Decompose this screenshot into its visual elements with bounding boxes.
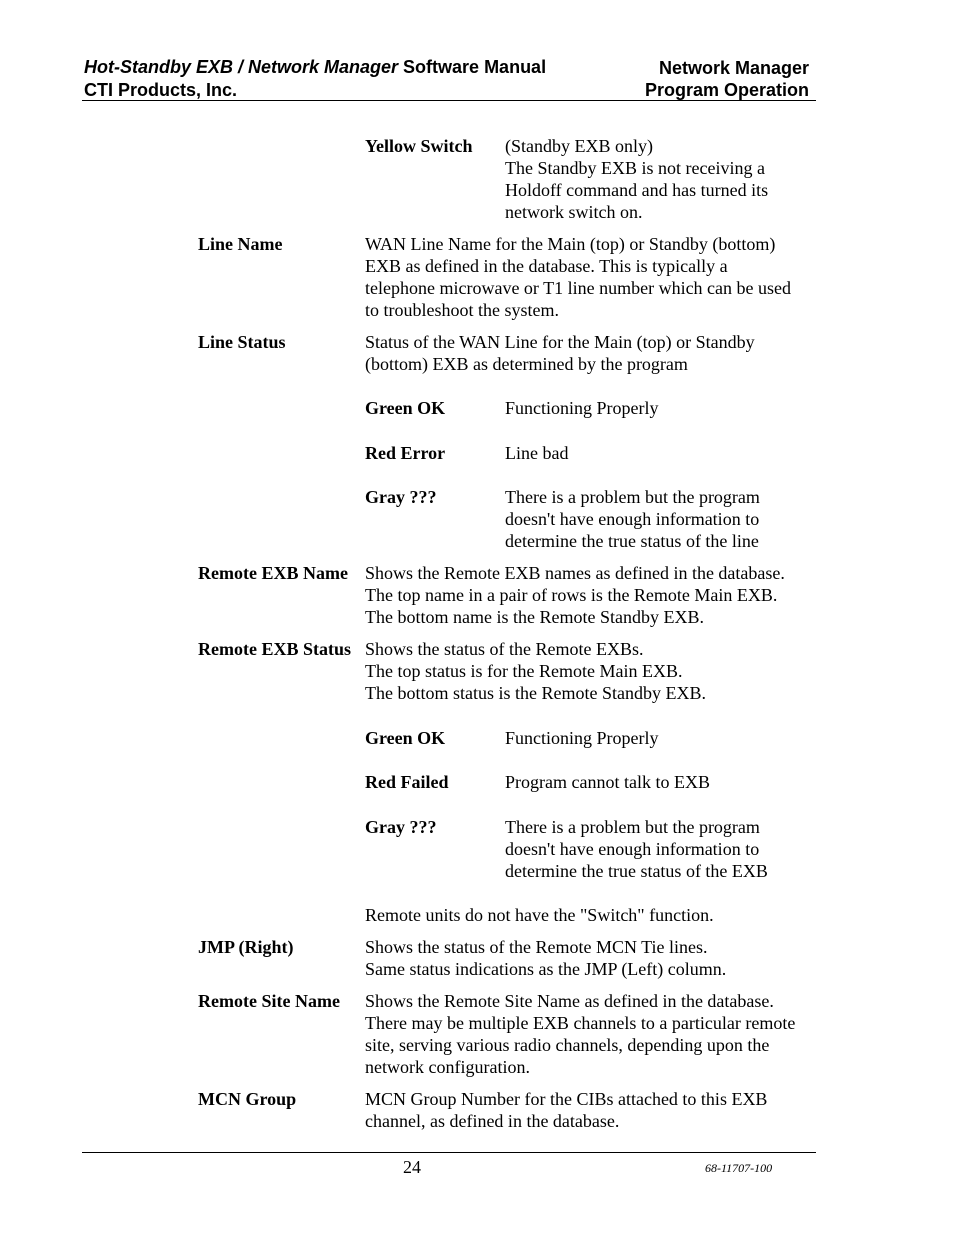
state-desc-line: determine the true status of the EXB bbox=[505, 861, 768, 881]
definition-line: Shows the status of the Remote MCN Tie lines. bbox=[365, 937, 708, 957]
subsection-title: Program Operation bbox=[644, 80, 809, 100]
state-desc-line: There is a problem but the program bbox=[505, 487, 760, 507]
state-desc-line: Functioning Properly bbox=[505, 398, 659, 418]
definition-line: WAN Line Name for the Main (top) or Standby (bottom) bbox=[365, 234, 776, 254]
state-desc-line: The Standby EXB is not receiving a bbox=[505, 158, 765, 178]
state-desc-line: Holdoff command and has turned its bbox=[505, 180, 769, 200]
state-label-red-failed: Red Failed bbox=[365, 772, 449, 792]
definition-line: The bottom status is the Remote Standby EXB. bbox=[365, 683, 706, 703]
manual-title bbox=[84, 56, 546, 78]
term-remote-exb-status: Remote EXB Status bbox=[198, 639, 351, 659]
state-desc-line: doesn't have enough information to bbox=[505, 839, 760, 859]
definition-line: network configuration. bbox=[365, 1057, 530, 1077]
term-line-status: Line Status bbox=[198, 332, 286, 352]
definition-line: telephone microwave or T1 line number which can be used bbox=[365, 278, 792, 298]
state-desc-line: Program cannot talk to EXB bbox=[505, 772, 710, 792]
definition-line: to troubleshoot the system. bbox=[365, 300, 559, 320]
state-desc-line: (Standby EXB only) bbox=[505, 136, 653, 156]
definition-line: Status of the WAN Line for the Main (top) or Standby bbox=[365, 332, 755, 352]
state-desc-line: determine the true status of the line bbox=[505, 531, 759, 551]
definition-line: Shows the status of the Remote EXBs. bbox=[365, 639, 644, 659]
header-rule bbox=[82, 100, 816, 101]
state-label-red-error: Red Error bbox=[365, 443, 446, 463]
state-desc-line: Functioning Properly bbox=[505, 728, 659, 748]
definition-line: EXB as defined in the database. This is typically a bbox=[365, 256, 728, 276]
manual-title-rest: Software Manual bbox=[398, 57, 547, 77]
document-number: 68-11707-100 bbox=[705, 1161, 773, 1175]
state-desc-line: network switch on. bbox=[505, 202, 643, 222]
definition-line: Same status indications as the JMP (Left) column. bbox=[365, 959, 727, 979]
term-mcn-group: MCN Group bbox=[198, 1089, 297, 1109]
term-jmp-right: JMP (Right) bbox=[198, 937, 294, 957]
state-label-green-ok: Green OK bbox=[365, 398, 446, 418]
section-title: Network Manager bbox=[658, 58, 809, 78]
definition-line: The top name in a pair of rows is the Remote Main EXB. bbox=[365, 585, 778, 605]
term-remote-site-name: Remote Site Name bbox=[198, 991, 340, 1011]
manual-title-italic: Hot-Standby EXB / Network Manager bbox=[84, 57, 399, 77]
state-label-gray-unknown: Gray ??? bbox=[365, 487, 437, 507]
term-remote-exb-name: Remote EXB Name bbox=[198, 563, 348, 583]
definition-line: MCN Group Number for the CIBs attached to this EXB bbox=[365, 1089, 768, 1109]
definition-line: channel, as defined in the database. bbox=[365, 1111, 620, 1131]
term-line-name: Line Name bbox=[198, 234, 283, 254]
state-label-gray-unknown: Gray ??? bbox=[365, 817, 437, 837]
definition-line: The top status is for the Remote Main EXB. bbox=[365, 661, 683, 681]
definition-line: There may be multiple EXB channels to a particular remote bbox=[365, 1013, 796, 1033]
state-label-green-ok: Green OK bbox=[365, 728, 446, 748]
state-desc-line: There is a problem but the program bbox=[505, 817, 760, 837]
company-name: CTI Products, Inc. bbox=[84, 80, 238, 100]
state-desc-line: doesn't have enough information to bbox=[505, 509, 760, 529]
definition-line: Shows the Remote EXB names as defined in the database. bbox=[365, 563, 785, 583]
definition-line: Shows the Remote Site Name as defined in the database. bbox=[365, 991, 774, 1011]
remote-switch-note: Remote units do not have the "Switch" function. bbox=[365, 905, 714, 925]
state-label-yellow-switch: Yellow Switch bbox=[365, 136, 473, 156]
definition-line: site, serving various radio channels, depending upon the bbox=[365, 1035, 770, 1055]
definition-line: The bottom name is the Remote Standby EXB. bbox=[365, 607, 704, 627]
page-number: 24 bbox=[403, 1157, 421, 1177]
footer-rule bbox=[82, 1152, 816, 1153]
state-desc-line: Line bad bbox=[505, 443, 569, 463]
definition-line: (bottom) EXB as determined by the program bbox=[365, 354, 688, 374]
